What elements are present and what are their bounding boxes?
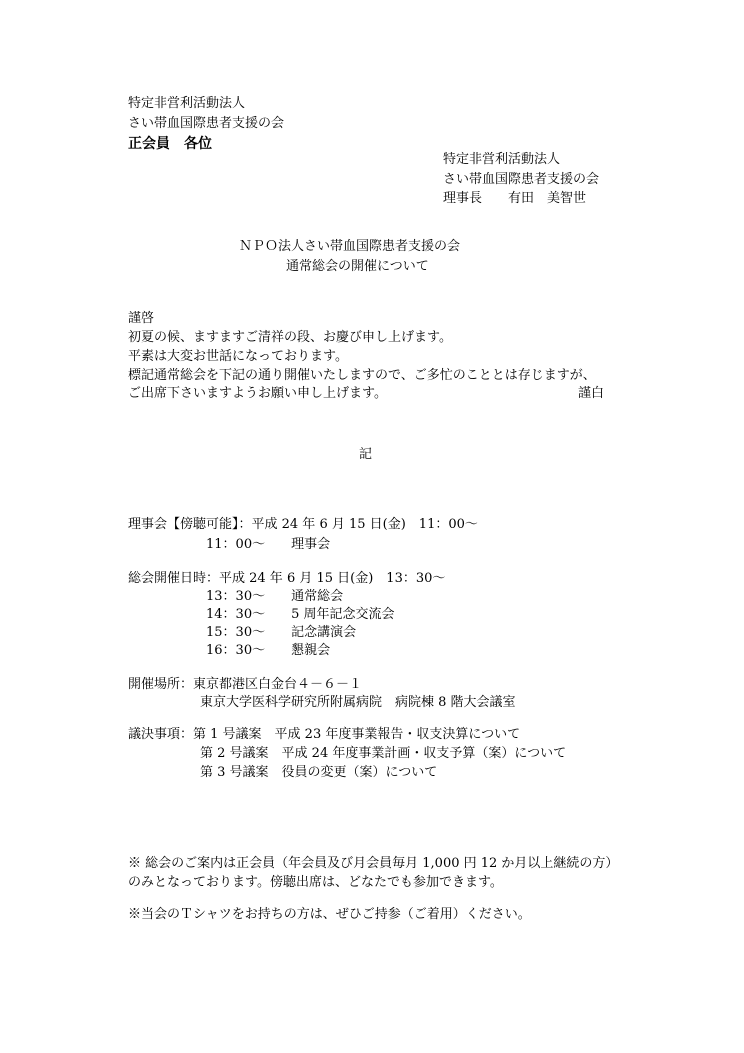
sender-org-type: 特定非営利活動法人 — [443, 152, 561, 167]
recipient-org-type: 特定非営利活動法人 — [128, 96, 246, 111]
sender-org-name: さい帯血国際患者支援の会 — [443, 172, 600, 187]
general-meeting-item: 16：30～ 懇親会 — [206, 643, 331, 658]
general-meeting-item: 13：30～ 通常総会 — [206, 589, 344, 604]
greeting-opening: 謹啓 — [128, 311, 155, 326]
venue-line-2: 東京大学医科学研究所附属病院 病院棟 8 階大会議室 — [200, 695, 516, 710]
general-meeting-item: 15：30～ 記念講演会 — [206, 625, 357, 640]
sender-signer: 理事長 有田 美智世 — [443, 191, 587, 206]
greeting-closing: 謹白 — [578, 386, 605, 401]
board-meeting-item: 11：00～ 理事会 — [206, 537, 331, 552]
venue-line-1: 開催場所：東京都港区白金台４－６－１ — [128, 677, 363, 692]
greeting-line-4: ご出席下さいますようお願い申し上げます。 — [128, 386, 387, 401]
board-meeting-line: 理事会【傍聴可能】：平成 24 年 6 月 15 日(金) 11：00～ — [128, 517, 478, 532]
title-line-2: 通常総会の開催について — [286, 259, 429, 274]
note-1-line-2: のみとなっております。傍聴出席は、どなたでも参加できます。 — [128, 875, 503, 890]
general-meeting-line: 総会開催日時：平成 24 年 6 月 15 日(金) 13：30～ — [128, 571, 446, 586]
agenda-line-3: 第 3 号議案 役員の変更（案）について — [200, 765, 438, 780]
greeting-line-3: 標記通常総会を下記の通り開催いたしますので、ご多忙のこととは存じますが、 — [128, 368, 596, 383]
greeting-line-2: 平素は大変お世話になっております。 — [128, 349, 348, 364]
ki-label: 記 — [359, 447, 373, 462]
general-meeting-item: 14：30～ 5 周年記念交流会 — [206, 607, 395, 622]
note-1-line-1: ※ 総会のご案内は正会員（年会員及び月会員毎月 1,000 円 12 か月以上継続の方） — [128, 856, 619, 871]
agenda-line-1: 議決事項：第 1 号議案 平成 23 年度事業報告・収支決算について — [128, 727, 521, 742]
note-2: ※当会のＴシャツをお持ちの方は、ぜひご持参（ご着用）ください。 — [128, 907, 531, 922]
title-line-1: ＮＰＯ法人さい帯血国際患者支援の会 — [239, 239, 461, 254]
recipient-org-name: さい帯血国際患者支援の会 — [128, 116, 285, 131]
recipient-addressee: 正会員 各位 — [128, 136, 212, 152]
greeting-line-1: 初夏の候、ますますご清祥の段、お慶び申し上げます。 — [128, 330, 452, 345]
agenda-line-2: 第 2 号議案 平成 24 年度事業計画・収支予算（案）について — [200, 746, 567, 761]
